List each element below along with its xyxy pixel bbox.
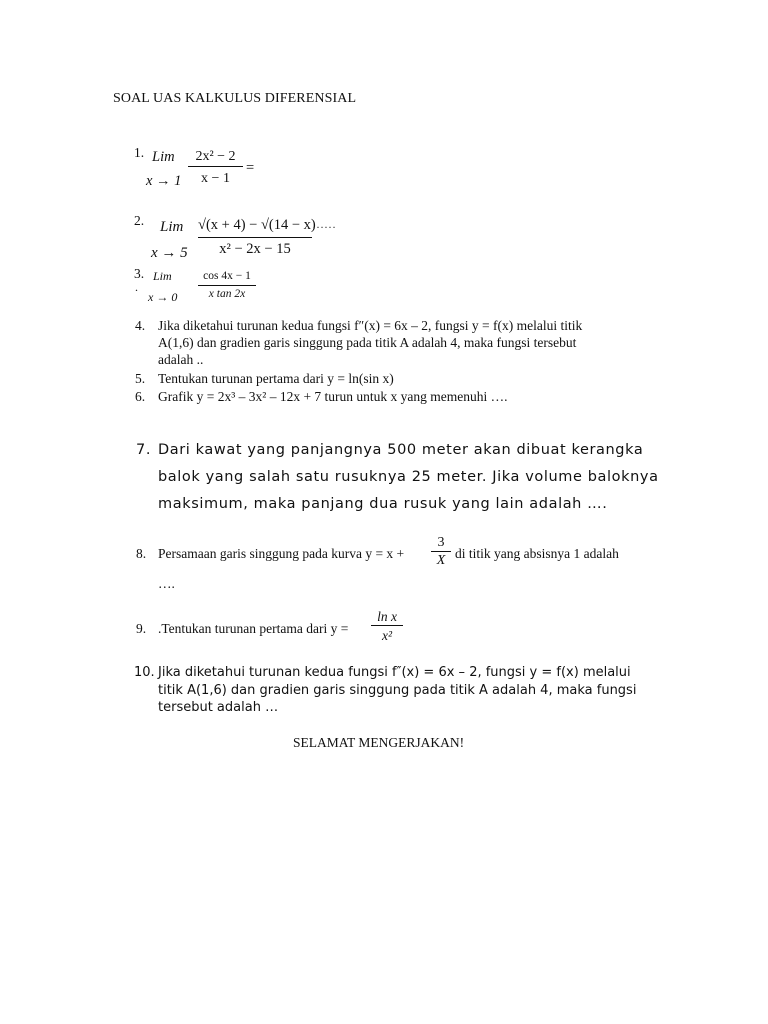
limit-approach: x → 5 [151,245,188,261]
stray-mark: . [135,280,138,294]
question-number: 1. [134,145,145,160]
question-text-line-3: maksimum, maka panjang dua rusuk yang lain adalah …. [158,496,608,512]
fraction-numerator: √(x + 4) − √(14 − x) [198,217,316,233]
fraction-denominator: x tan 2x [208,288,246,300]
fraction-numerator: 3 [437,535,445,550]
question-number: 9. [136,621,147,636]
limit-fraction [188,149,243,187]
question-text-before: Persamaan garis singgung pada kurva y = x + [158,546,405,561]
fraction-denominator: x² [381,628,393,643]
closing-message: SELAMAT MENGERJAKAN! [293,735,465,750]
question-text-line-2: balok yang salah satu rusuknya 25 meter. Jika volume baloknya [158,469,659,485]
fraction-bar [198,285,256,286]
question-number: 6. [135,389,146,404]
fraction-bar [371,625,403,626]
fraction-denominator: x² − 2x − 15 [219,241,291,257]
fraction-numerator: cos 4x − 1 [203,270,251,282]
fraction-bar [188,166,243,167]
question-text: Grafik y = 2x³ – 3x² – 12x + 7 turun untuk x yang memenuhi …. [158,389,508,404]
question-text-line-1: Jika diketahui turunan kedua fungsi f″(x) = 6x – 2, fungsi y = f(x) melalui [158,665,631,680]
exam-title: SOAL UAS KALKULUS DIFERENSIAL [113,91,357,106]
question-text-after: di titik yang absisnya 1 adalah [455,546,619,561]
fraction-numerator: ln x [377,609,397,624]
limit-fraction [198,270,256,300]
question-number: 4. [135,318,146,333]
limit-label: Lim [152,149,175,165]
limit-fraction [198,217,316,258]
question-fraction [371,609,403,644]
limit-label: Lim [153,269,172,283]
question-text-line-3: adalah .. [158,352,204,367]
question-text-before: .Tentukan turunan pertama dari y = [158,621,349,636]
fraction-denominator: x − 1 [201,171,230,186]
fraction-bar [198,237,312,238]
fraction-numerator: 2x² − 2 [195,149,236,164]
question-number: 7. [136,442,152,458]
question-number: 2. [134,213,145,228]
question-text-line-3: tersebut adalah … [158,700,279,715]
question-fraction [431,535,451,569]
equals-sign: = [246,160,255,176]
limit-approach: x → 1 [146,173,182,189]
question-text-line-1: Jika diketahui turunan kedua fungsi f″(x) = 6x – 2, fungsi y = f(x) melalui titik [158,318,583,333]
question-text-line-1: Dari kawat yang panjangnya 500 meter akan dibuat kerangka [158,442,644,458]
limit-approach: x → 0 [148,290,178,304]
question-number: 8. [136,546,147,561]
question-number: 10. [134,665,155,680]
fraction-bar [431,551,451,552]
answer-dots: …… [312,217,336,231]
question-text-line-2: A(1,6) dan gradien garis singgung pada titik A adalah 4, maka fungsi tersebut [158,335,577,350]
question-text-line-2: titik A(1,6) dan gradien garis singgung pada titik A adalah 4, maka fungsi [158,683,637,698]
question-number: 3. [134,266,145,281]
question-number: 5. [135,371,146,386]
question-text-line-2: …. [158,576,175,591]
fraction-denominator: X [436,553,446,568]
limit-label: Lim [160,219,184,235]
question-text: Tentukan turunan pertama dari y = ln(sin x) [158,371,394,386]
